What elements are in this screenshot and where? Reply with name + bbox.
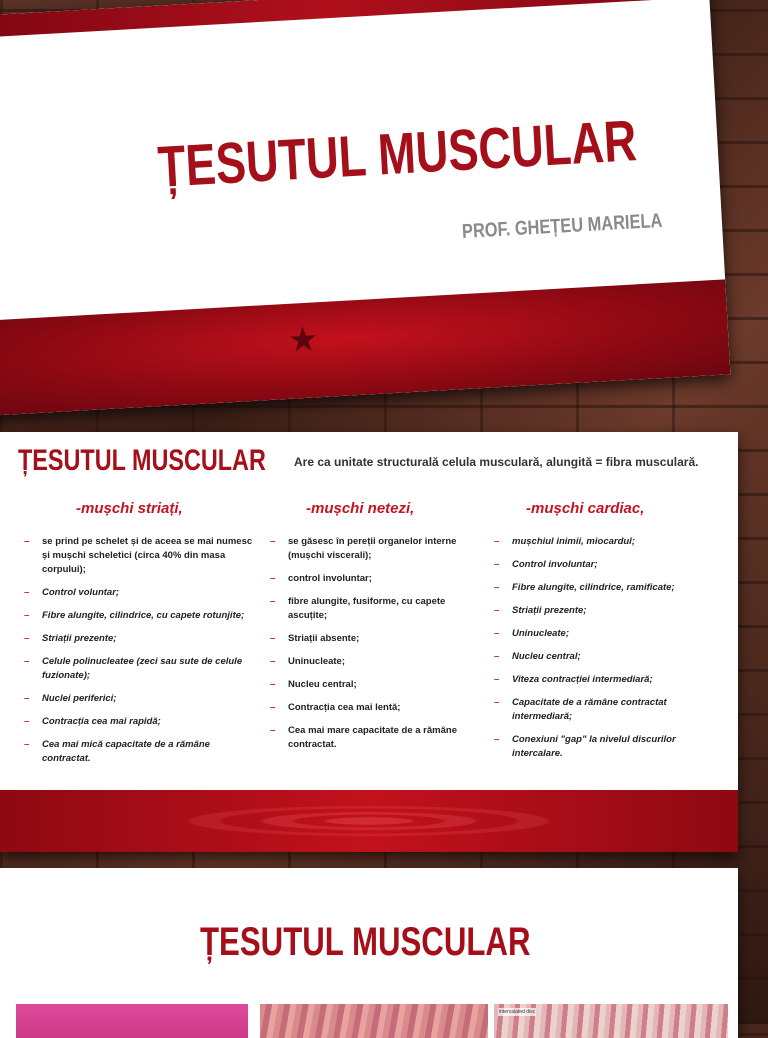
list-item: – Nucleu central; — [494, 650, 694, 664]
bullet-list — [494, 535, 694, 761]
slide-title: ȚESUTUL MUSCULAR — [200, 920, 531, 964]
bullet-list — [24, 535, 254, 766]
comparison-slide[interactable] — [0, 432, 738, 852]
list-item: – Viteza contracției intermediară; — [494, 673, 694, 687]
list-item: – Uninucleate; — [270, 655, 475, 669]
title-slide[interactable] — [0, 0, 730, 417]
column-heading: -mușchi striați, — [76, 500, 183, 517]
list-item: – Striații prezente; — [24, 632, 254, 646]
list-item: – Uninucleate; — [494, 627, 694, 641]
smooth-muscle-image — [260, 1004, 488, 1038]
image-label: intercalated disc — [499, 1009, 536, 1015]
list-item: – se găsesc în pereții organelor interne (mușchi viscerali); — [270, 535, 475, 563]
list-item: – Cea mai mică capacitate de a rămâne contractat. — [24, 738, 254, 766]
column-smooth-muscle — [270, 500, 475, 761]
list-item: – Conexiuni "gap" la nivelul discurilor intercalare. — [494, 733, 694, 761]
list-item: – Capacitate de a rămâne contractat intermediară; — [494, 696, 694, 724]
column-striated-muscle — [24, 500, 254, 775]
list-item: – Control voluntar; — [24, 586, 254, 600]
list-item: – Fibre alungite, cilindrice, ramificate; — [494, 581, 694, 595]
images-slide[interactable] — [0, 868, 738, 1038]
star-icon: ★ — [286, 320, 320, 360]
list-item: – Celule polinucleatee (zeci sau sute de celule fuzionate); — [24, 655, 254, 683]
slide-subtitle: Are ca unitate structurală celula musculară, alungită = fibra musculară. — [294, 455, 699, 469]
list-item: – control involuntar; — [270, 572, 475, 586]
list-item: – Cea mai mare capacitate de a rămâne contractat. — [270, 724, 475, 752]
top-red-band — [0, 0, 709, 39]
bullet-list — [270, 535, 475, 752]
slide-title: ȚESUTUL MUSCULAR — [156, 108, 639, 200]
list-item: – mușchiul inimii, miocardul; — [494, 535, 694, 549]
list-item: – Contracția cea mai rapidă; — [24, 715, 254, 729]
column-heading: -mușchi netezi, — [306, 500, 415, 517]
list-item: – Nuclei periferici; — [24, 692, 254, 706]
skeletal-muscle-image — [16, 1004, 248, 1038]
list-item: – Striații prezente; — [494, 604, 694, 618]
cardiac-muscle-image — [494, 1004, 728, 1038]
bottom-red-band — [0, 790, 738, 852]
list-item: – se prind pe schelet și de aceea se mai numesc și mușchi scheletici (circa 40% din masa corpului); — [24, 535, 254, 577]
list-item: – fibre alungite, fusiforme, cu capete ascuțite; — [270, 595, 475, 623]
list-item: – Striații absente; — [270, 632, 475, 646]
bottom-red-band — [0, 279, 730, 416]
author-name: PROF. GHEȚEU MARIELA — [461, 209, 663, 243]
list-item: – Contracția cea mai lentă; — [270, 701, 475, 715]
list-item: – Control involuntar; — [494, 558, 694, 572]
slide-title: ȚESUTUL MUSCULAR — [18, 444, 266, 477]
list-item: – Fibre alungite, cilindrice, cu capete rotunjite; — [24, 609, 254, 623]
column-cardiac-muscle — [494, 500, 694, 770]
column-heading: -mușchi cardiac, — [526, 500, 645, 517]
list-item: – Nucleu central; — [270, 678, 475, 692]
